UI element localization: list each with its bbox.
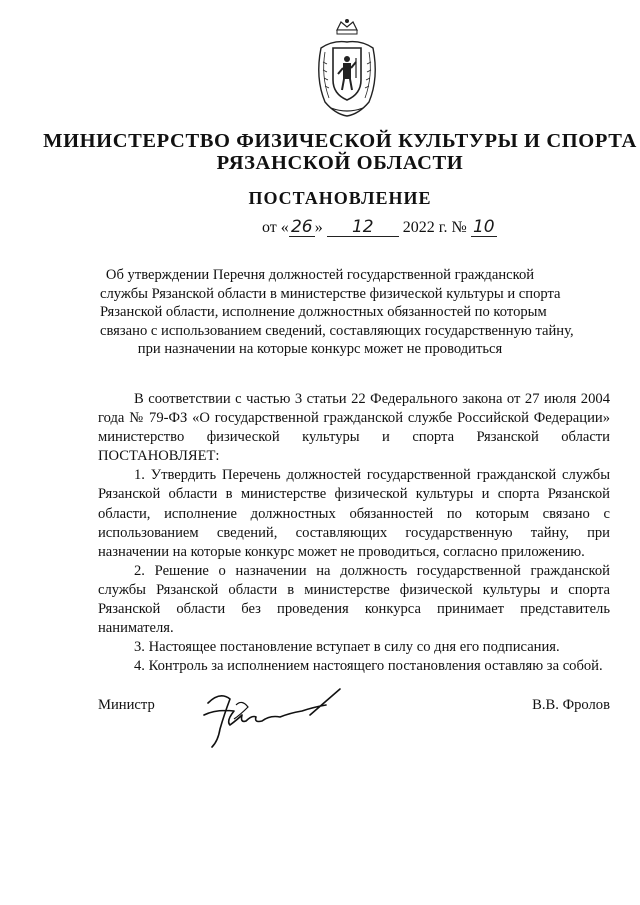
date-day: 26 [290,217,313,237]
document-type-heading: ПОСТАНОВЛЕНИЕ [248,188,432,208]
subject-line: Рязанской области, исполнение должностных обязанностей по которым [100,304,547,321]
date-prefix: от « [262,219,289,236]
document-number: 10 [472,217,495,237]
date-mid: » [314,219,323,236]
item-4-paragraph: 4. Контроль за исполнением настоящего постановления оставляю за собой. [134,658,603,675]
item-3-paragraph: 3. Настоящее постановление вступает в силу со дня его подписания. [134,639,560,656]
date-month: 12 [351,217,374,237]
coat-of-arms-icon [311,18,383,118]
subject-line: связано с использованием сведений, составляющих государственную тайну, [100,322,574,339]
document-date-line [262,218,497,238]
signer-name: В.В. Фролов [532,697,610,713]
preamble-paragraph: В соответствии с частью 3 статьи 22 Федерального закона от 27 июля 2004 года № 79-ФЗ «О государственной гражданской службе Российской Федерации» министерство физической культуры и спорта Рязанской области ПОСТАНОВЛЯЕТ: [98,391,610,465]
ministry-name-line2: РЯЗАНСКОЙ ОБЛАСТИ [216,152,464,174]
ministry-name-line1: МИНИСТЕРСТВО ФИЗИЧЕСКОЙ КУЛЬТУРЫ И СПОРТА [43,130,637,152]
subject-line: Об утверждении Перечня должностей государственной гражданской [105,267,535,283]
handwritten-signature-icon [190,685,350,750]
subject-line: службы Рязанской области в министерстве физической культуры и спорта [100,285,561,302]
signature-block [98,685,610,755]
document-subject [100,266,574,359]
item-1-paragraph: 1. Утвердить Перечень должностей государственной гражданской службы Рязанской области в министерстве физической культуры и спорта Рязанской области, исполнение должностных обязанностей по которым связано с использованием сведений, составляющих государственную тайну, при назначении на которые конкурс может не проводиться, согласно приложению. [98,467,610,560]
subject-line: при назначении на которые конкурс может не проводиться [137,341,503,358]
document-body [98,390,610,676]
signer-title: Министр [98,697,155,713]
item-2-paragraph: 2. Решение о назначении на должность государственной гражданской службы Рязанской области в министерстве физической культуры и спорта Рязанской области без проведения конкурса принимает представитель нанимателя. [98,562,610,637]
date-year-number-label: 2022 г. № [402,219,467,236]
